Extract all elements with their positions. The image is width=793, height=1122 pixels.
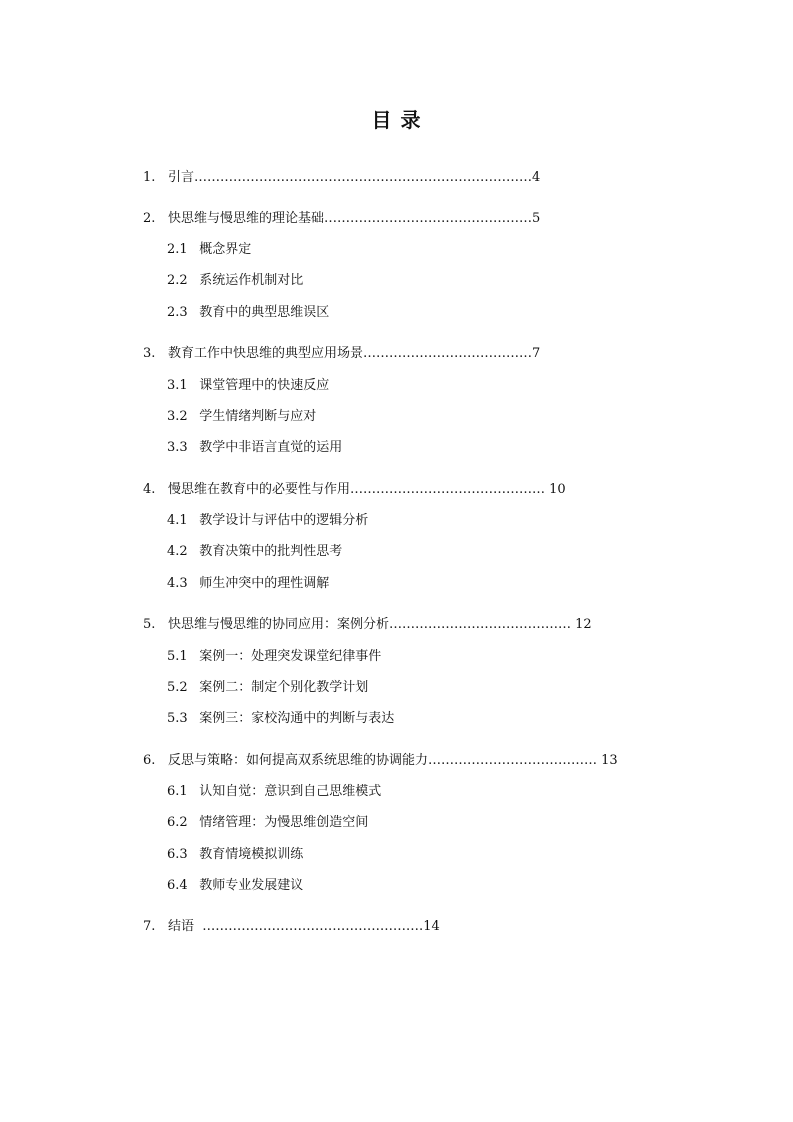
section-number: 6.: [143, 753, 156, 768]
subsection-title: 课堂管理中的快速反应: [199, 378, 330, 393]
subsection-title: 学生情绪判断与应对: [199, 409, 317, 424]
section-title: 结语: [168, 919, 195, 934]
dot-leader: …………………………………: [428, 753, 598, 768]
subsection-title: 教师专业发展建议: [199, 878, 304, 893]
page-number: 4: [532, 170, 541, 185]
section-number: 4.: [143, 482, 156, 497]
page-number: 12: [575, 617, 592, 632]
subsection-title: 教育决策中的批判性思考: [199, 544, 343, 559]
subsection-number: 2.1: [167, 242, 188, 257]
page-number: 7: [532, 346, 541, 361]
page-number: 5: [532, 211, 541, 226]
dot-leader: ……………………………………………………………………: [194, 170, 533, 185]
dot-leader: ………………………………………: [350, 482, 546, 497]
subsection-number: 2.2: [167, 273, 188, 288]
subsection-number: 3.2: [167, 409, 188, 424]
section-number: 1.: [143, 170, 156, 185]
subsection-number: 6.4: [167, 878, 188, 893]
section-number: 5.: [143, 617, 156, 632]
subsection-title: 认知自觉：意识到自己思维模式: [199, 784, 382, 799]
dot-leader: …………………………………………: [324, 211, 533, 226]
subsection-title: 案例二：制定个别化教学计划: [199, 680, 369, 695]
section-title: 反思与策略：如何提高双系统思维的协调能力: [168, 753, 429, 768]
section-number: 2.: [143, 211, 156, 226]
subsection-title: 情绪管理：为慢思维创造空间: [199, 815, 369, 830]
section-title: 教育工作中快思维的典型应用场景: [168, 346, 364, 361]
section-number: 3.: [143, 346, 156, 361]
subsection-title: 案例三：家校沟通中的判断与表达: [199, 711, 395, 726]
page-number: 14: [423, 919, 440, 934]
subsection-number: 5.1: [167, 649, 188, 664]
dot-leader: ……………………………………: [389, 617, 572, 632]
subsection-number: 4.3: [167, 576, 188, 591]
subsection-title: 教学设计与评估中的逻辑分析: [199, 513, 369, 528]
subsection-title: 教育中的典型思维误区: [199, 305, 330, 320]
subsection-number: 5.2: [167, 680, 188, 695]
page-title: 目 录: [371, 108, 422, 132]
subsection-number: 4.1: [167, 513, 188, 528]
section-title: 引言: [168, 170, 195, 185]
section-title: 快思维与慢思维的协同应用：案例分析: [168, 617, 390, 632]
subsection-title: 概念界定: [199, 242, 252, 257]
subsection-number: 4.2: [167, 544, 188, 559]
dot-leader: …………………………………: [363, 346, 533, 361]
page-number: 10: [549, 482, 566, 497]
subsection-number: 6.1: [167, 784, 188, 799]
section-title: 快思维与慢思维的理论基础: [168, 211, 325, 226]
subsection-title: 教学中非语言直觉的运用: [199, 440, 343, 455]
dot-leader: ……………………………………………: [194, 919, 424, 934]
section-number: 7.: [143, 919, 156, 934]
subsection-number: 6.3: [167, 847, 188, 862]
subsection-number: 2.3: [167, 305, 188, 320]
subsection-title: 案例一：处理突发课堂纪律事件: [199, 649, 382, 664]
subsection-number: 5.3: [167, 711, 188, 726]
subsection-number: 3.3: [167, 440, 188, 455]
page-number: 13: [601, 753, 618, 768]
subsection-number: 6.2: [167, 815, 188, 830]
subsection-number: 3.1: [167, 378, 188, 393]
subsection-title: 系统运作机制对比: [199, 273, 304, 288]
section-title: 慢思维在教育中的必要性与作用: [168, 482, 351, 497]
subsection-title: 教育情境模拟训练: [199, 847, 304, 862]
subsection-title: 师生冲突中的理性调解: [199, 576, 330, 591]
